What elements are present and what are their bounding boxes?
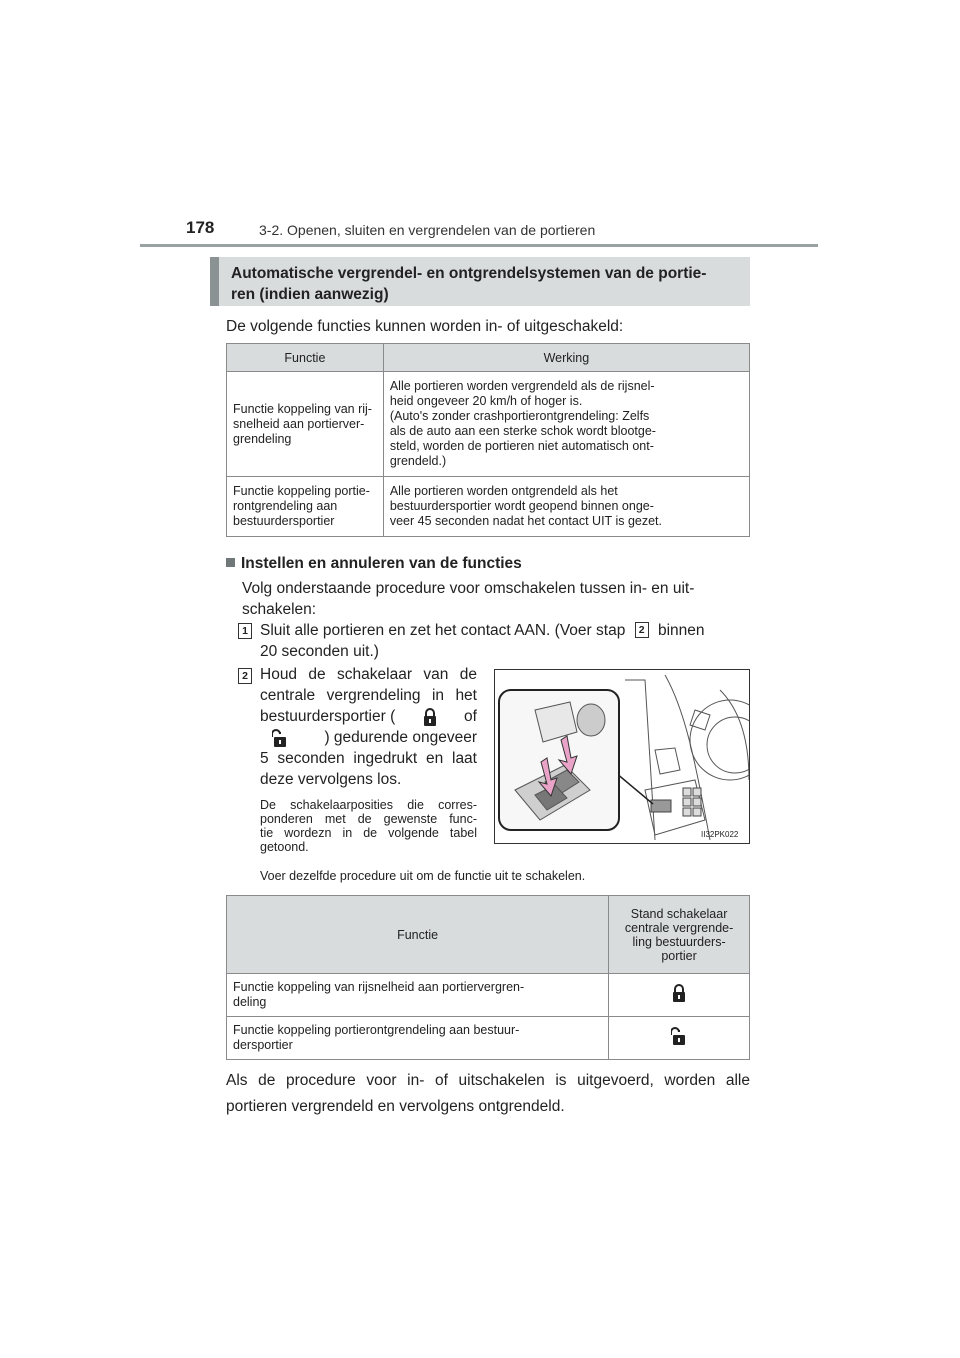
procedure-intro — [242, 578, 750, 620]
cell-line: bestuurdersportier wordt geopend binnen onge- — [389, 499, 654, 513]
note-line: getoond. — [260, 840, 309, 854]
section-heading-line1: Automatische vergrendel- en ontgrendelsystemen van de portie- — [231, 265, 707, 282]
cell-line: Alle portieren worden vergrendeld als de rijsnel- — [389, 379, 655, 393]
cell-line: Functie koppeling portie- — [233, 484, 370, 498]
header-line: centrale vergrende- — [624, 920, 734, 935]
header-divider — [140, 244, 818, 247]
procedure-heading — [226, 555, 522, 573]
bullet-square-icon — [226, 558, 235, 567]
step-2-note — [260, 798, 477, 854]
section-heading-line2: ren (indien aanwezig) — [231, 286, 389, 303]
table-row — [227, 372, 750, 477]
step-2-line — [260, 706, 477, 727]
cell-line: snelheid aan portierver- — [233, 416, 365, 431]
cell-line: heid ongeveer 20 km/h of hoger is. — [389, 394, 583, 408]
table-row — [227, 974, 750, 1017]
section-heading-text — [231, 263, 746, 305]
step-2-line: deze vervolgens los. — [260, 771, 402, 788]
table-row — [227, 1017, 750, 1060]
step-1-text-after: binnen — [657, 622, 705, 639]
section-heading — [210, 257, 750, 306]
note-line: De schakelaarposities die corres- — [260, 798, 477, 812]
table-cell-functie — [227, 477, 384, 537]
step-number-2: 2 — [238, 668, 252, 684]
table-header-werking: Werking — [383, 344, 749, 372]
table-header-functie: Functie — [227, 344, 384, 372]
door-switch-drawing — [495, 670, 749, 843]
cell-line: bestuurdersportier — [233, 514, 335, 528]
table-cell-werking — [383, 477, 749, 537]
cell-line: grendeling — [233, 431, 292, 446]
lock-open-icon — [671, 1026, 687, 1046]
step-2-line: 5 seconden ingedrukt en laat — [260, 750, 477, 767]
lock-open-icon — [272, 728, 288, 748]
note-line: ponderen met de gewenste func- — [260, 812, 477, 826]
cell-line: rontgrendeling aan — [233, 499, 338, 513]
cell-line: steld, worden de portieren niet automatisch ont- — [389, 439, 654, 453]
table-cell-icon — [609, 974, 750, 1017]
cell-line: als de auto aan een sterke schok wordt blootge- — [389, 424, 656, 438]
switch-illustration — [494, 669, 750, 844]
cell-line: Functie koppeling van rijsnelheid aan portiervergren- — [233, 980, 525, 994]
header-line: ling bestuurders- — [632, 934, 726, 949]
step-2-line-4: ) gedurende ongeveer — [324, 729, 477, 746]
lock-closed-icon — [422, 707, 438, 727]
table-cell-functie — [227, 372, 384, 477]
cell-line: Functie koppeling portierontgrendeling aan bestuur- — [233, 1023, 520, 1037]
table-cell-functie — [227, 1017, 609, 1060]
procedure-heading-text: Instellen en annuleren van de functies — [241, 555, 522, 572]
cell-line: grendeld.) — [389, 454, 447, 468]
cell-line: veer 45 seconden nadat het contact UIT is gezet. — [389, 514, 662, 528]
step-1-text — [260, 620, 750, 662]
table-cell-werking — [383, 372, 749, 477]
table-header-stand — [609, 896, 750, 974]
step-2-note-2: Voer dezelfde procedure uit om de functie uit te schakelen. — [260, 869, 586, 883]
step-ref-2: 2 — [635, 622, 649, 638]
step-2-line: Houd de schakelaar van de — [260, 666, 477, 683]
step-number-1: 1 — [238, 623, 252, 639]
functions-table — [226, 343, 750, 537]
cell-line: Functie koppeling van rij- — [233, 401, 372, 416]
figure-code: II32PK022 — [701, 830, 739, 839]
section-intro: De volgende functies kunnen worden in- of uitgeschakeld: — [226, 318, 624, 335]
step-1-text-before: Sluit alle portieren en zet het contact AAN. (Voer stap — [260, 622, 626, 639]
procedure-intro-line1: Volg onderstaande procedure voor omschakelen tussen in- en uit- — [242, 580, 695, 597]
header-line: portier — [661, 948, 697, 963]
cell-line: deling — [233, 995, 267, 1009]
step-2-line-3a: bestuurdersportier ( — [260, 708, 396, 725]
table-row — [227, 477, 750, 537]
step-2-text — [260, 664, 477, 790]
step-2-line-3b: of — [464, 708, 477, 725]
header-line: Stand schakelaar — [630, 906, 728, 921]
chapter-title: 3-2. Openen, sluiten en vergrendelen van de portieren — [259, 222, 596, 238]
page-number: 178 — [186, 218, 215, 237]
procedure-intro-line2: schakelen: — [242, 601, 317, 618]
cell-line: dersportier — [233, 1038, 293, 1052]
lock-closed-icon — [671, 983, 687, 1003]
note-line: tie wordezn in de volgende tabel — [260, 826, 477, 840]
table-cell-functie — [227, 974, 609, 1017]
step-2-line: centrale vergrendeling in het — [260, 687, 477, 704]
closing-paragraph: Als de procedure voor in- of uitschakelen is uitgevoerd, worden alle portieren vergrendeld en vervolgens ontgrendeld. — [226, 1072, 750, 1115]
step-2-line — [260, 727, 477, 748]
table-header-functie: Functie — [227, 896, 609, 974]
cell-line: (Auto's zonder crashportierontgrendeling: Zelfs — [389, 409, 650, 423]
table-cell-icon — [609, 1017, 750, 1060]
cell-line: Alle portieren worden ontgrendeld als het — [389, 484, 618, 498]
step-1-text-after-2: 20 seconden uit.) — [260, 643, 379, 660]
switch-position-table — [226, 895, 750, 1060]
